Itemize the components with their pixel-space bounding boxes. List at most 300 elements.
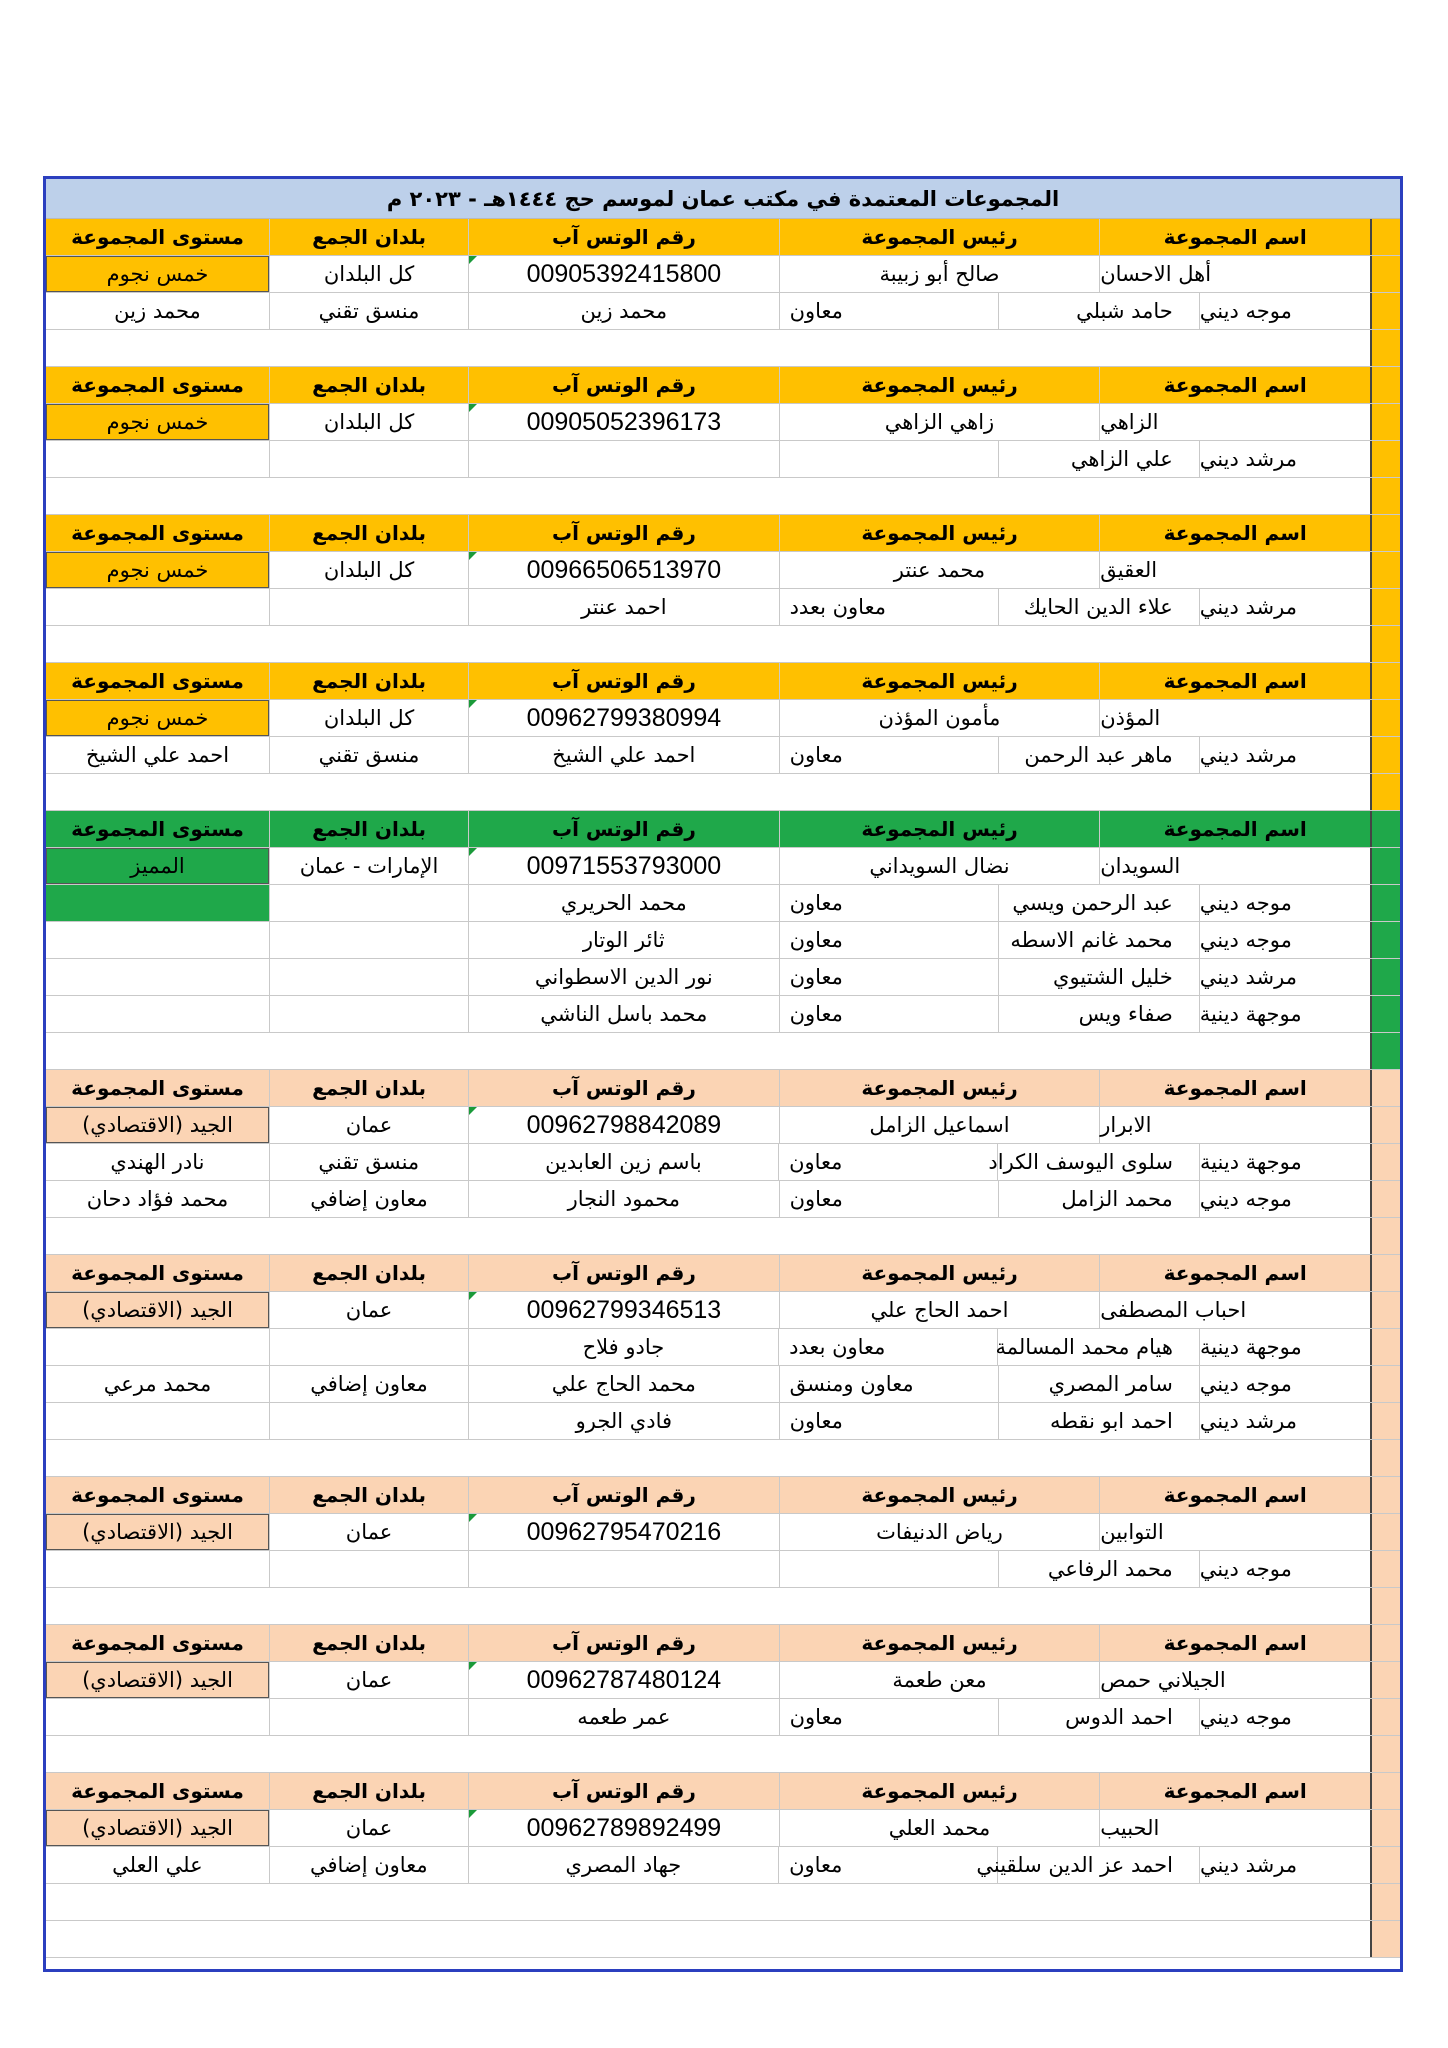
- staff-name-cell[interactable]: ماهر عبد الرحمن: [998, 737, 1199, 773]
- assistant-role-cell[interactable]: معاون: [779, 922, 998, 958]
- group-info-row: [46, 1514, 1400, 1551]
- group-name-cell[interactable]: الزاهي: [1099, 404, 1370, 440]
- header-countries[interactable]: بلدان الجمع: [269, 1773, 468, 1809]
- assistant-name-cell[interactable]: احمد علي الشيخ: [468, 737, 779, 773]
- assistant-name-cell[interactable]: فادي الجرو: [468, 1403, 779, 1439]
- staff-role-cell[interactable]: موجه ديني: [1199, 1366, 1370, 1402]
- header-group-name[interactable]: اسم المجموعة: [1099, 1255, 1370, 1291]
- group-color-strip[interactable]: [1370, 1070, 1400, 1106]
- assistant-name-cell[interactable]: جهاد المصري: [468, 1847, 778, 1883]
- assistant-name-cell[interactable]: ثائر الوتار: [468, 922, 779, 958]
- group-header-row: [46, 367, 1400, 404]
- group-color-strip[interactable]: [1370, 367, 1400, 403]
- group-level-cell[interactable]: الجيد (الاقتصادي): [46, 1107, 269, 1143]
- blank-cell[interactable]: [46, 330, 1370, 366]
- header-group-level[interactable]: مستوى المجموعة: [46, 1477, 269, 1513]
- assistant-name-cell[interactable]: [468, 441, 779, 477]
- header-group-name[interactable]: اسم المجموعة: [1099, 219, 1370, 255]
- cell-note-marker: [469, 1107, 477, 1115]
- group-color-strip[interactable]: [1370, 1403, 1400, 1439]
- staff-name-cell[interactable]: صفاء ويس: [998, 996, 1199, 1032]
- header-group-leader[interactable]: رئيس المجموعة: [779, 811, 1100, 847]
- extra-role-cell[interactable]: معاون إضافي: [269, 1181, 468, 1217]
- cell-note-marker: [469, 1662, 477, 1670]
- header-countries[interactable]: بلدان الجمع: [269, 515, 468, 551]
- header-group-leader[interactable]: رئيس المجموعة: [779, 367, 1100, 403]
- extra-role-cell[interactable]: منسق تقني: [269, 293, 468, 329]
- header-group-name[interactable]: اسم المجموعة: [1099, 1070, 1370, 1106]
- group-color-strip[interactable]: [1370, 1588, 1400, 1624]
- header-group-level[interactable]: مستوى المجموعة: [46, 663, 269, 699]
- extra-name-cell[interactable]: [46, 1329, 269, 1365]
- extra-name-cell[interactable]: [46, 996, 269, 1032]
- group-level-cell[interactable]: الجيد (الاقتصادي): [46, 1662, 269, 1698]
- groups-sheet: [43, 176, 1403, 1972]
- extra-name-cell[interactable]: محمد فؤاد دحان: [86, 1187, 229, 1211]
- group-color-strip[interactable]: [1370, 1255, 1400, 1291]
- assistant-name-cell[interactable]: احمد عنتر: [468, 589, 779, 625]
- staff-role-cell[interactable]: مرشد ديني: [1199, 1847, 1370, 1883]
- group-countries-cell[interactable]: الإمارات - عمان: [269, 848, 468, 884]
- group-level-cell[interactable]: خمس نجوم: [46, 404, 269, 440]
- extra-role-cell[interactable]: [269, 1329, 468, 1365]
- group-countries-cell[interactable]: عمان: [269, 1810, 468, 1846]
- group-color-strip[interactable]: [1370, 922, 1400, 958]
- group-color-strip[interactable]: [1370, 1699, 1400, 1735]
- group-color-strip[interactable]: [1370, 1514, 1400, 1550]
- group-block: [46, 1625, 1400, 1773]
- header-group-level[interactable]: مستوى المجموعة: [46, 811, 269, 847]
- header-countries[interactable]: بلدان الجمع: [269, 811, 468, 847]
- header-group-name[interactable]: اسم المجموعة: [1099, 811, 1370, 847]
- whatsapp-number-cell[interactable]: 00962789892499: [468, 1810, 779, 1846]
- group-info-row: [46, 404, 1400, 441]
- group-countries-cell[interactable]: عمان: [269, 1514, 468, 1550]
- group-leader-cell[interactable]: مأمون المؤذن: [779, 700, 1100, 736]
- staff-role-cell[interactable]: موجه ديني: [1199, 1699, 1370, 1735]
- group-color-strip[interactable]: [1370, 478, 1400, 514]
- assistant-name-cell[interactable]: محمد الحاج علي: [468, 1366, 779, 1402]
- staff-name-cell[interactable]: سامر المصري: [998, 1366, 1199, 1402]
- staff-role-cell[interactable]: مرشد ديني: [1199, 441, 1370, 477]
- staff-name-cell[interactable]: هيام محمد المسالمة: [997, 1329, 1199, 1365]
- header-group-name[interactable]: اسم المجموعة: [1099, 1773, 1370, 1809]
- staff-row: [46, 1144, 1400, 1181]
- group-color-strip[interactable]: [1370, 1773, 1400, 1809]
- staff-row: [46, 1403, 1400, 1440]
- extra-role-cell[interactable]: [269, 1699, 468, 1735]
- extra-role-cell[interactable]: منسق تقني: [269, 1144, 468, 1180]
- group-block: [46, 811, 1400, 1070]
- staff-name-cell[interactable]: خليل الشتيوي: [998, 959, 1199, 995]
- groups-container: [46, 219, 1400, 1958]
- group-name-cell[interactable]: العقيق: [1099, 552, 1370, 588]
- group-name-cell[interactable]: المؤذن: [1099, 700, 1370, 736]
- staff-name-cell[interactable]: حامد شبلي: [998, 293, 1199, 329]
- extra-role-cell[interactable]: [269, 922, 468, 958]
- group-countries-cell[interactable]: عمان: [269, 1662, 468, 1698]
- header-whatsapp[interactable]: رقم الوتس آب: [468, 663, 779, 699]
- extra-name-cell[interactable]: علي العلي: [112, 1853, 203, 1877]
- extra-name-cell[interactable]: محمد زين: [114, 299, 201, 323]
- assistant-role-cell[interactable]: معاون: [779, 885, 998, 921]
- group-info-row: [46, 1810, 1400, 1847]
- group-color-strip[interactable]: [1370, 404, 1400, 440]
- group-info-row: [46, 1107, 1400, 1144]
- header-group-level[interactable]: مستوى المجموعة: [46, 1625, 269, 1661]
- group-block: [46, 1477, 1400, 1625]
- assistant-role-cell[interactable]: معاون: [779, 1181, 998, 1217]
- group-level-cell[interactable]: المميز: [46, 848, 269, 884]
- extra-name-cell[interactable]: نادر الهندي: [110, 1150, 205, 1174]
- group-color-strip[interactable]: [1370, 1366, 1400, 1402]
- group-header-row: [46, 1255, 1400, 1292]
- extra-role-cell[interactable]: [269, 996, 468, 1032]
- staff-name-cell[interactable]: احمد عز الدين سلقيني: [997, 1847, 1199, 1883]
- staff-name-cell[interactable]: احمد الدوس: [998, 1699, 1199, 1735]
- extra-name-cell[interactable]: [46, 589, 269, 625]
- header-group-leader[interactable]: رئيس المجموعة: [779, 1477, 1100, 1513]
- group-color-strip[interactable]: [1370, 441, 1400, 477]
- header-group-level[interactable]: مستوى المجموعة: [46, 219, 269, 255]
- header-group-leader[interactable]: رئيس المجموعة: [779, 515, 1100, 551]
- staff-row: [46, 922, 1400, 959]
- group-name-cell[interactable]: التوابين: [1099, 1514, 1370, 1550]
- group-block: [46, 663, 1400, 811]
- group-color-strip[interactable]: [1370, 959, 1400, 995]
- blank-row: [46, 1588, 1400, 1625]
- assistant-name-cell[interactable]: محمد باسل الناشي: [468, 996, 779, 1032]
- blank-cell[interactable]: [46, 774, 1370, 810]
- extra-name-cell[interactable]: [46, 885, 269, 921]
- staff-name-cell[interactable]: سلوى اليوسف الكراد: [997, 1144, 1199, 1180]
- staff-role-cell[interactable]: مرشد ديني: [1199, 737, 1370, 773]
- group-info-row: [46, 1292, 1400, 1329]
- staff-row: [46, 1366, 1400, 1403]
- header-group-name[interactable]: اسم المجموعة: [1099, 367, 1370, 403]
- staff-role-cell[interactable]: مرشد ديني: [1199, 589, 1370, 625]
- blank-row: [46, 1218, 1400, 1255]
- group-color-strip[interactable]: [1370, 774, 1400, 810]
- group-level-cell[interactable]: الجيد (الاقتصادي): [46, 1810, 269, 1846]
- group-countries-cell[interactable]: كل البلدان: [269, 700, 468, 736]
- group-block: [46, 1255, 1400, 1477]
- group-name-cell[interactable]: أهل الاحسان: [1099, 256, 1370, 292]
- staff-role-cell[interactable]: مرشد ديني: [1199, 959, 1370, 995]
- group-leader-cell[interactable]: نضال السويداني: [779, 848, 1100, 884]
- group-countries-cell[interactable]: عمان: [269, 1107, 468, 1143]
- header-whatsapp[interactable]: رقم الوتس آب: [468, 219, 779, 255]
- staff-row: [46, 737, 1400, 774]
- staff-name-cell[interactable]: علي الزاهي: [998, 441, 1199, 477]
- group-level-cell[interactable]: خمس نجوم: [46, 700, 269, 736]
- group-color-strip[interactable]: [1370, 219, 1400, 255]
- assistant-role-cell[interactable]: معاون: [779, 996, 998, 1032]
- header-whatsapp[interactable]: رقم الوتس آب: [468, 1070, 779, 1106]
- group-color-strip[interactable]: [1370, 1292, 1400, 1328]
- staff-role-cell[interactable]: موجهة دينية: [1199, 1144, 1370, 1180]
- group-color-strip[interactable]: [1370, 1662, 1400, 1698]
- header-group-name[interactable]: اسم المجموعة: [1099, 663, 1370, 699]
- extra-role-cell[interactable]: [269, 589, 468, 625]
- header-group-leader[interactable]: رئيس المجموعة: [779, 1255, 1100, 1291]
- group-color-strip[interactable]: [1370, 885, 1400, 921]
- group-header-row: [46, 515, 1400, 552]
- staff-name-cell[interactable]: احمد ابو نقطه: [998, 1403, 1199, 1439]
- extra-name-cell[interactable]: [46, 1551, 269, 1587]
- header-group-level[interactable]: مستوى المجموعة: [46, 1070, 269, 1106]
- group-block: [46, 1070, 1400, 1255]
- extra-name-cell[interactable]: [46, 922, 269, 958]
- group-block: [46, 219, 1400, 367]
- assistant-role-cell[interactable]: [779, 1551, 998, 1587]
- group-color-strip[interactable]: [1370, 1181, 1400, 1217]
- staff-row: [46, 959, 1400, 996]
- group-color-strip[interactable]: [1370, 848, 1400, 884]
- group-name-cell[interactable]: السويدان: [1099, 848, 1370, 884]
- whatsapp-number-cell[interactable]: 00971553793000: [468, 848, 779, 884]
- assistant-role-cell[interactable]: معاون: [779, 1699, 998, 1735]
- header-countries[interactable]: بلدان الجمع: [269, 1477, 468, 1513]
- header-group-level[interactable]: مستوى المجموعة: [46, 1773, 269, 1809]
- header-countries[interactable]: بلدان الجمع: [269, 367, 468, 403]
- staff-name-cell[interactable]: علاء الدين الحايك: [998, 589, 1199, 625]
- blank-cell[interactable]: [46, 1218, 1370, 1254]
- whatsapp-number-cell[interactable]: 00905052396173: [468, 404, 779, 440]
- assistant-role-cell[interactable]: معاون ومنسق: [779, 1366, 998, 1402]
- assistant-role-cell[interactable]: معاون: [778, 1847, 997, 1883]
- header-whatsapp[interactable]: رقم الوتس آب: [468, 1773, 779, 1809]
- cell-note-marker: [469, 404, 477, 412]
- group-color-strip[interactable]: [1370, 256, 1400, 292]
- assistant-name-cell[interactable]: [468, 1551, 779, 1587]
- assistant-name-cell[interactable]: نور الدين الاسطواني: [468, 959, 779, 995]
- group-header-row: [46, 1070, 1400, 1107]
- extra-role-cell[interactable]: [269, 441, 468, 477]
- staff-role-cell[interactable]: موجه ديني: [1199, 885, 1370, 921]
- blank-row: [46, 1440, 1400, 1477]
- assistant-role-cell[interactable]: معاون: [778, 1144, 997, 1180]
- blank-row: [46, 478, 1400, 515]
- blank-row: [46, 1033, 1400, 1070]
- extra-name-cell[interactable]: [46, 959, 269, 995]
- staff-role-cell[interactable]: موجه ديني: [1199, 293, 1370, 329]
- group-color-strip[interactable]: [1370, 700, 1400, 736]
- group-name-cell[interactable]: الحبيب: [1099, 1810, 1370, 1846]
- group-color-strip[interactable]: [1370, 1847, 1400, 1883]
- staff-name-cell[interactable]: عبد الرحمن ويسي: [998, 885, 1199, 921]
- assistant-name-cell[interactable]: محمد الحريري: [468, 885, 779, 921]
- whatsapp-number-cell[interactable]: 00966506513970: [468, 552, 779, 588]
- extra-name-cell[interactable]: احمد علي الشيخ: [85, 743, 230, 767]
- group-color-strip[interactable]: [1370, 1107, 1400, 1143]
- header-group-name[interactable]: اسم المجموعة: [1099, 515, 1370, 551]
- staff-name-cell[interactable]: محمد الرفاعي: [998, 1551, 1199, 1587]
- extra-role-cell[interactable]: معاون إضافي: [269, 1847, 468, 1883]
- header-group-leader[interactable]: رئيس المجموعة: [779, 1773, 1100, 1809]
- whatsapp-number-cell[interactable]: 00962798842089: [468, 1107, 779, 1143]
- blank-cell[interactable]: [46, 1921, 1370, 1957]
- blank-cell[interactable]: [46, 1440, 1370, 1476]
- group-color-strip[interactable]: [1370, 1625, 1400, 1661]
- group-info-row: [46, 848, 1400, 885]
- group-color-strip[interactable]: [1370, 1810, 1400, 1846]
- staff-name-cell[interactable]: محمد الزامل: [998, 1181, 1199, 1217]
- group-level-cell[interactable]: الجيد (الاقتصادي): [46, 1292, 269, 1328]
- staff-row: [46, 1847, 1400, 1884]
- assistant-name-cell[interactable]: محمد زين: [468, 293, 779, 329]
- extra-role-cell[interactable]: منسق تقني: [269, 737, 468, 773]
- header-group-name[interactable]: اسم المجموعة: [1099, 1625, 1370, 1661]
- staff-role-cell[interactable]: موجهة دينية: [1199, 996, 1370, 1032]
- group-color-strip[interactable]: [1370, 1218, 1400, 1254]
- staff-row: [46, 1181, 1400, 1218]
- group-color-strip[interactable]: [1370, 1551, 1400, 1587]
- header-whatsapp[interactable]: رقم الوتس آب: [468, 367, 779, 403]
- header-whatsapp[interactable]: رقم الوتس آب: [468, 1255, 779, 1291]
- header-countries[interactable]: بلدان الجمع: [269, 219, 468, 255]
- group-color-strip[interactable]: [1370, 330, 1400, 366]
- staff-row: [46, 1699, 1400, 1736]
- group-leader-cell[interactable]: احمد الحاج علي: [779, 1292, 1100, 1328]
- group-color-strip[interactable]: [1370, 515, 1400, 551]
- sheet-title-bar: [46, 179, 1400, 219]
- blank-cell[interactable]: [46, 1588, 1370, 1624]
- assistant-role-cell[interactable]: [779, 441, 998, 477]
- staff-role-cell[interactable]: موجه ديني: [1199, 1181, 1370, 1217]
- group-color-strip[interactable]: [1370, 811, 1400, 847]
- group-color-strip[interactable]: [1370, 996, 1400, 1032]
- cell-note-marker: [469, 700, 477, 708]
- assistant-role-cell[interactable]: معاون: [779, 959, 998, 995]
- group-countries-cell[interactable]: عمان: [269, 1292, 468, 1328]
- header-whatsapp[interactable]: رقم الوتس آب: [468, 811, 779, 847]
- group-color-strip[interactable]: [1370, 626, 1400, 662]
- group-countries-cell[interactable]: كل البلدان: [269, 256, 468, 292]
- staff-row: [46, 441, 1400, 478]
- group-color-strip[interactable]: [1370, 589, 1400, 625]
- extra-role-cell[interactable]: [269, 885, 468, 921]
- group-name-cell[interactable]: الجيلاني حمص: [1099, 1662, 1370, 1698]
- assistant-name-cell[interactable]: محمود النجار: [468, 1181, 779, 1217]
- group-color-strip[interactable]: [1370, 1329, 1400, 1365]
- group-level-cell[interactable]: الجيد (الاقتصادي): [46, 1514, 269, 1550]
- extra-name-cell[interactable]: [46, 441, 269, 477]
- whatsapp-number-cell[interactable]: 00962787480124: [468, 1662, 779, 1698]
- group-color-strip[interactable]: [1370, 1477, 1400, 1513]
- header-countries[interactable]: بلدان الجمع: [269, 1070, 468, 1106]
- extra-role-cell[interactable]: [269, 959, 468, 995]
- group-leader-cell[interactable]: صالح أبو زبيبة: [779, 256, 1100, 292]
- whatsapp-number-cell[interactable]: 00962795470216: [468, 1514, 779, 1550]
- header-group-leader[interactable]: رئيس المجموعة: [779, 663, 1100, 699]
- staff-name-cell[interactable]: محمد غانم الاسطه: [998, 922, 1199, 958]
- group-color-strip[interactable]: [1370, 293, 1400, 329]
- staff-role-cell[interactable]: مرشد ديني: [1199, 1403, 1370, 1439]
- group-info-row: [46, 552, 1400, 589]
- header-group-name[interactable]: اسم المجموعة: [1099, 1477, 1370, 1513]
- extra-name-cell[interactable]: [46, 1699, 269, 1735]
- group-block: [46, 367, 1400, 515]
- header-group-leader[interactable]: رئيس المجموعة: [779, 1070, 1100, 1106]
- group-leader-cell[interactable]: رياض الدنيفات: [779, 1514, 1100, 1550]
- whatsapp-number-cell[interactable]: 00962799346513: [468, 1292, 779, 1328]
- extra-role-cell[interactable]: [269, 1403, 468, 1439]
- blank-cell[interactable]: [46, 1736, 1370, 1772]
- assistant-name-cell[interactable]: عمر طعمه: [468, 1699, 779, 1735]
- header-whatsapp[interactable]: رقم الوتس آب: [468, 1477, 779, 1513]
- assistant-role-cell[interactable]: معاون: [779, 293, 998, 329]
- header-group-leader[interactable]: رئيس المجموعة: [779, 219, 1100, 255]
- assistant-role-cell[interactable]: معاون: [779, 1403, 998, 1439]
- assistant-name-cell[interactable]: جادو فلاح: [468, 1329, 778, 1365]
- group-leader-cell[interactable]: زاهي الزاهي: [779, 404, 1100, 440]
- cell-note-marker: [469, 552, 477, 560]
- extra-role-cell[interactable]: [269, 1551, 468, 1587]
- staff-role-cell[interactable]: موجه ديني: [1199, 1551, 1370, 1587]
- group-header-row: [46, 219, 1400, 256]
- group-level-cell[interactable]: خمس نجوم: [46, 552, 269, 588]
- staff-role-cell[interactable]: موجه ديني: [1199, 922, 1370, 958]
- group-level-cell[interactable]: خمس نجوم: [46, 256, 269, 292]
- group-name-cell[interactable]: الابرار: [1099, 1107, 1370, 1143]
- cell-note-marker: [469, 1810, 477, 1818]
- assistant-role-cell[interactable]: معاون بعدد: [778, 1329, 997, 1365]
- group-leader-cell[interactable]: اسماعيل الزامل: [779, 1107, 1100, 1143]
- group-color-strip[interactable]: [1370, 737, 1400, 773]
- header-countries[interactable]: بلدان الجمع: [269, 1625, 468, 1661]
- group-color-strip[interactable]: [1370, 1033, 1400, 1069]
- header-group-level[interactable]: مستوى المجموعة: [46, 1255, 269, 1291]
- group-leader-cell[interactable]: محمد العلي: [779, 1810, 1100, 1846]
- group-color-strip[interactable]: [1370, 1440, 1400, 1476]
- group-color-strip[interactable]: [1370, 1736, 1400, 1772]
- header-countries[interactable]: بلدان الجمع: [269, 663, 468, 699]
- header-whatsapp[interactable]: رقم الوتس آب: [468, 1625, 779, 1661]
- group-color-strip[interactable]: [1370, 552, 1400, 588]
- group-color-strip[interactable]: [1370, 663, 1400, 699]
- extra-name-cell[interactable]: محمد مرعي: [103, 1372, 212, 1396]
- extra-name-cell[interactable]: [46, 1403, 269, 1439]
- whatsapp-number-cell[interactable]: 00962799380994: [468, 700, 779, 736]
- group-color-strip[interactable]: [1370, 1144, 1400, 1180]
- assistant-role-cell[interactable]: معاون: [779, 737, 998, 773]
- whatsapp-number-cell[interactable]: 00905392415800: [468, 256, 779, 292]
- extra-role-cell[interactable]: معاون إضافي: [269, 1366, 468, 1402]
- blank-cell[interactable]: [46, 1033, 1370, 1069]
- header-group-level[interactable]: مستوى المجموعة: [46, 367, 269, 403]
- group-countries-cell[interactable]: كل البلدان: [269, 552, 468, 588]
- cell-note-marker: [469, 1514, 477, 1522]
- group-color-strip[interactable]: [1370, 1921, 1400, 1957]
- group-color-strip[interactable]: [1370, 1884, 1400, 1920]
- header-group-level[interactable]: مستوى المجموعة: [46, 515, 269, 551]
- group-countries-cell[interactable]: كل البلدان: [269, 404, 468, 440]
- assistant-name-cell[interactable]: باسم زين العابدين: [468, 1144, 778, 1180]
- staff-role-cell[interactable]: موجهة دينية: [1199, 1329, 1370, 1365]
- cell-note-marker: [469, 1292, 477, 1300]
- group-name-cell[interactable]: احباب المصطفى: [1099, 1292, 1370, 1328]
- header-group-leader[interactable]: رئيس المجموعة: [779, 1625, 1100, 1661]
- blank-cell[interactable]: [46, 626, 1370, 662]
- group-leader-cell[interactable]: محمد عنتر: [779, 552, 1100, 588]
- blank-cell[interactable]: [46, 478, 1370, 514]
- blank-cell[interactable]: [46, 1884, 1370, 1920]
- header-countries[interactable]: بلدان الجمع: [269, 1255, 468, 1291]
- group-leader-cell[interactable]: معن طعمة: [779, 1662, 1100, 1698]
- header-whatsapp[interactable]: رقم الوتس آب: [468, 515, 779, 551]
- assistant-role-cell[interactable]: معاون بعدد: [779, 589, 998, 625]
